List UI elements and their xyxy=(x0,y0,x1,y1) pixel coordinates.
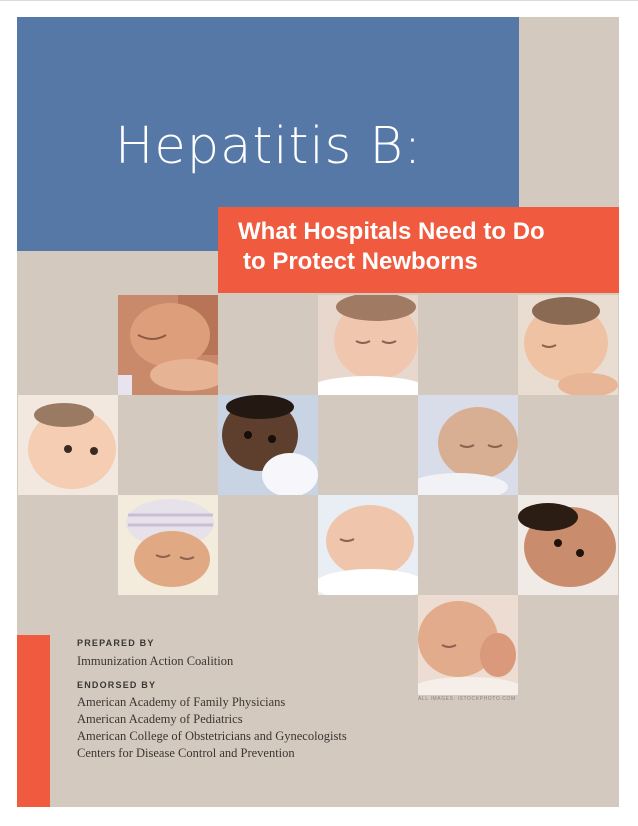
accent-bar xyxy=(17,635,50,807)
cover-title: Hepatitis B: xyxy=(115,117,423,176)
baby-photo-6 xyxy=(418,395,518,495)
report-cover xyxy=(17,17,619,807)
photo-credit: ALL IMAGES: ISTOCKPHOTO.COM xyxy=(418,696,516,702)
endorser-item: Centers for Disease Control and Prevention xyxy=(77,746,295,760)
endorsed-by-label: ENDORSED BY xyxy=(77,680,157,690)
endorser-item: American Academy of Pediatrics xyxy=(77,712,243,726)
baby-photo-9 xyxy=(518,495,618,595)
baby-photo-2 xyxy=(318,295,418,395)
baby-photo-7 xyxy=(118,495,218,595)
baby-photo-1 xyxy=(118,295,218,395)
baby-photo-8 xyxy=(318,495,418,595)
subtitle-line-1: What Hospitals Need to Do xyxy=(238,218,545,245)
credits-section xyxy=(77,638,347,762)
prepared-by-value: Immunization Action Coalition xyxy=(77,654,234,668)
baby-photo-5 xyxy=(218,395,318,495)
baby-photo-10 xyxy=(418,595,518,695)
endorser-item: American Academy of Family Physicians xyxy=(77,695,286,709)
page-top-rule xyxy=(0,0,638,1)
endorser-list xyxy=(77,694,347,762)
baby-photo-3 xyxy=(518,295,618,395)
baby-photo-4 xyxy=(18,395,118,495)
prepared-by-label: PREPARED BY xyxy=(77,638,155,648)
subtitle-line-2: to Protect Newborns xyxy=(243,248,478,275)
cover-subtitle xyxy=(238,217,545,277)
endorser-item: American College of Obstetricians and Gynecologists xyxy=(77,729,347,743)
